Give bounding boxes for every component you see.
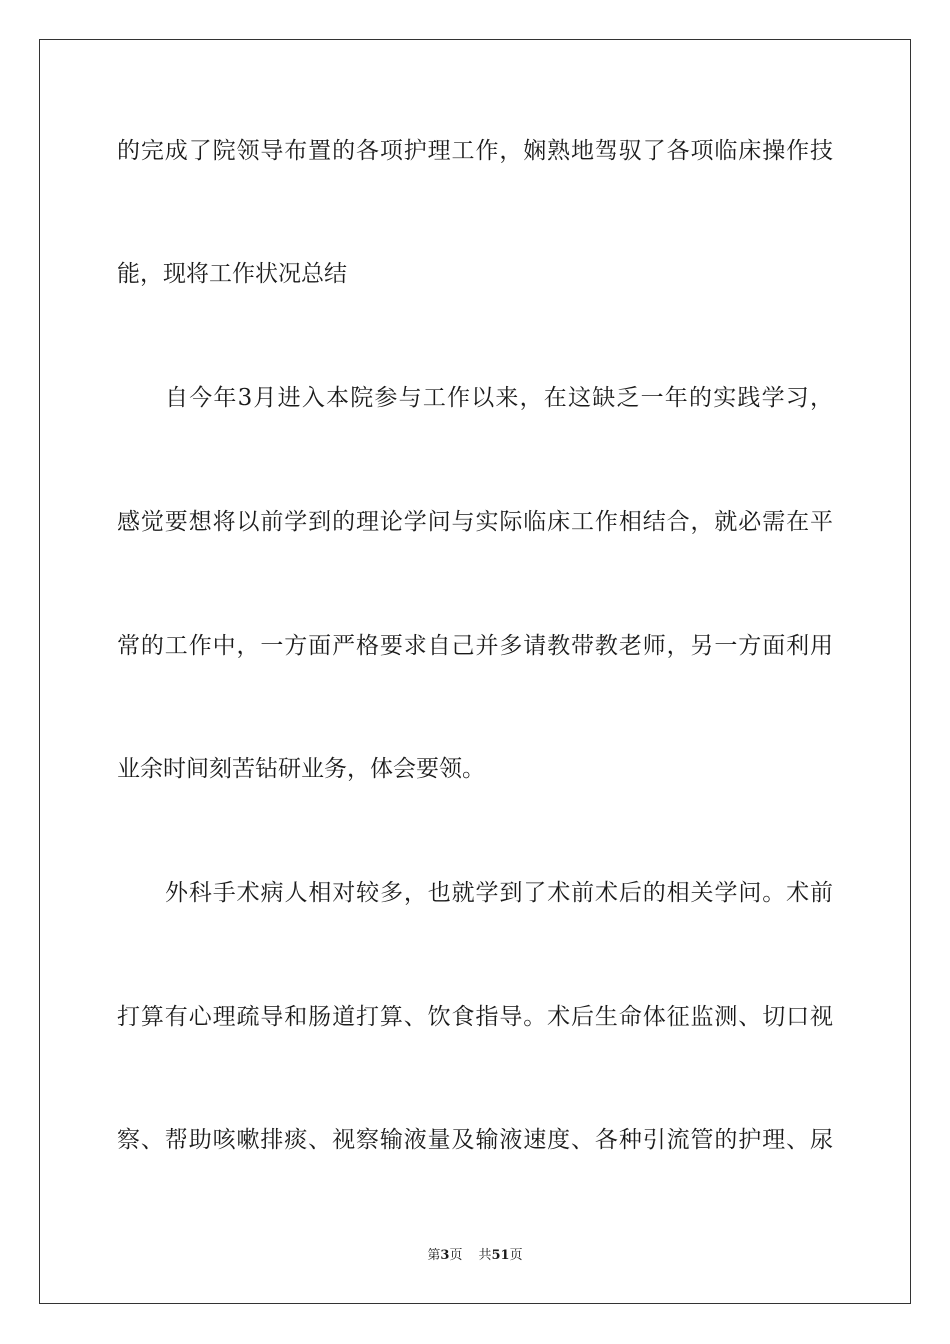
total-suffix: 页 [509, 1248, 523, 1263]
page-number: 3 [440, 1248, 450, 1263]
text-line-8: 打算有心理疏导和肠道打算、饮食指导。术后生命体征监测、切口视 [117, 1004, 833, 1030]
total-prefix: 共 [478, 1248, 492, 1263]
text-line-3: 自今年3月进入本院参与工作以来，在这缺乏一年的实践学习， [165, 385, 833, 411]
page-footer [0, 1247, 950, 1265]
page-border [39, 39, 911, 1304]
text-line-1: 的完成了院领导布置的各项护理工作，娴熟地驾驭了各项临床操作技 [117, 138, 833, 164]
text-line-2: 能，现将工作状况总结 [117, 261, 347, 287]
page-prefix: 第 [427, 1248, 441, 1263]
text-line-4: 感觉要想将以前学到的理论学问与实际临床工作相结合，就必需在平 [117, 509, 833, 535]
text-line-7: 外科手术病人相对较多，也就学到了术前术后的相关学问。术前 [165, 880, 833, 906]
text-line-5: 常的工作中，一方面严格要求自己并多请教带教老师，另一方面利用 [117, 633, 833, 659]
text-line-6: 业余时间刻苦钻研业务，体会要领。 [117, 756, 485, 782]
text-line-9: 察、帮助咳嗽排痰、视察输液量及输液速度、各种引流管的护理、尿 [117, 1127, 833, 1153]
page-suffix: 页 [449, 1248, 463, 1263]
total-pages: 51 [491, 1248, 510, 1263]
